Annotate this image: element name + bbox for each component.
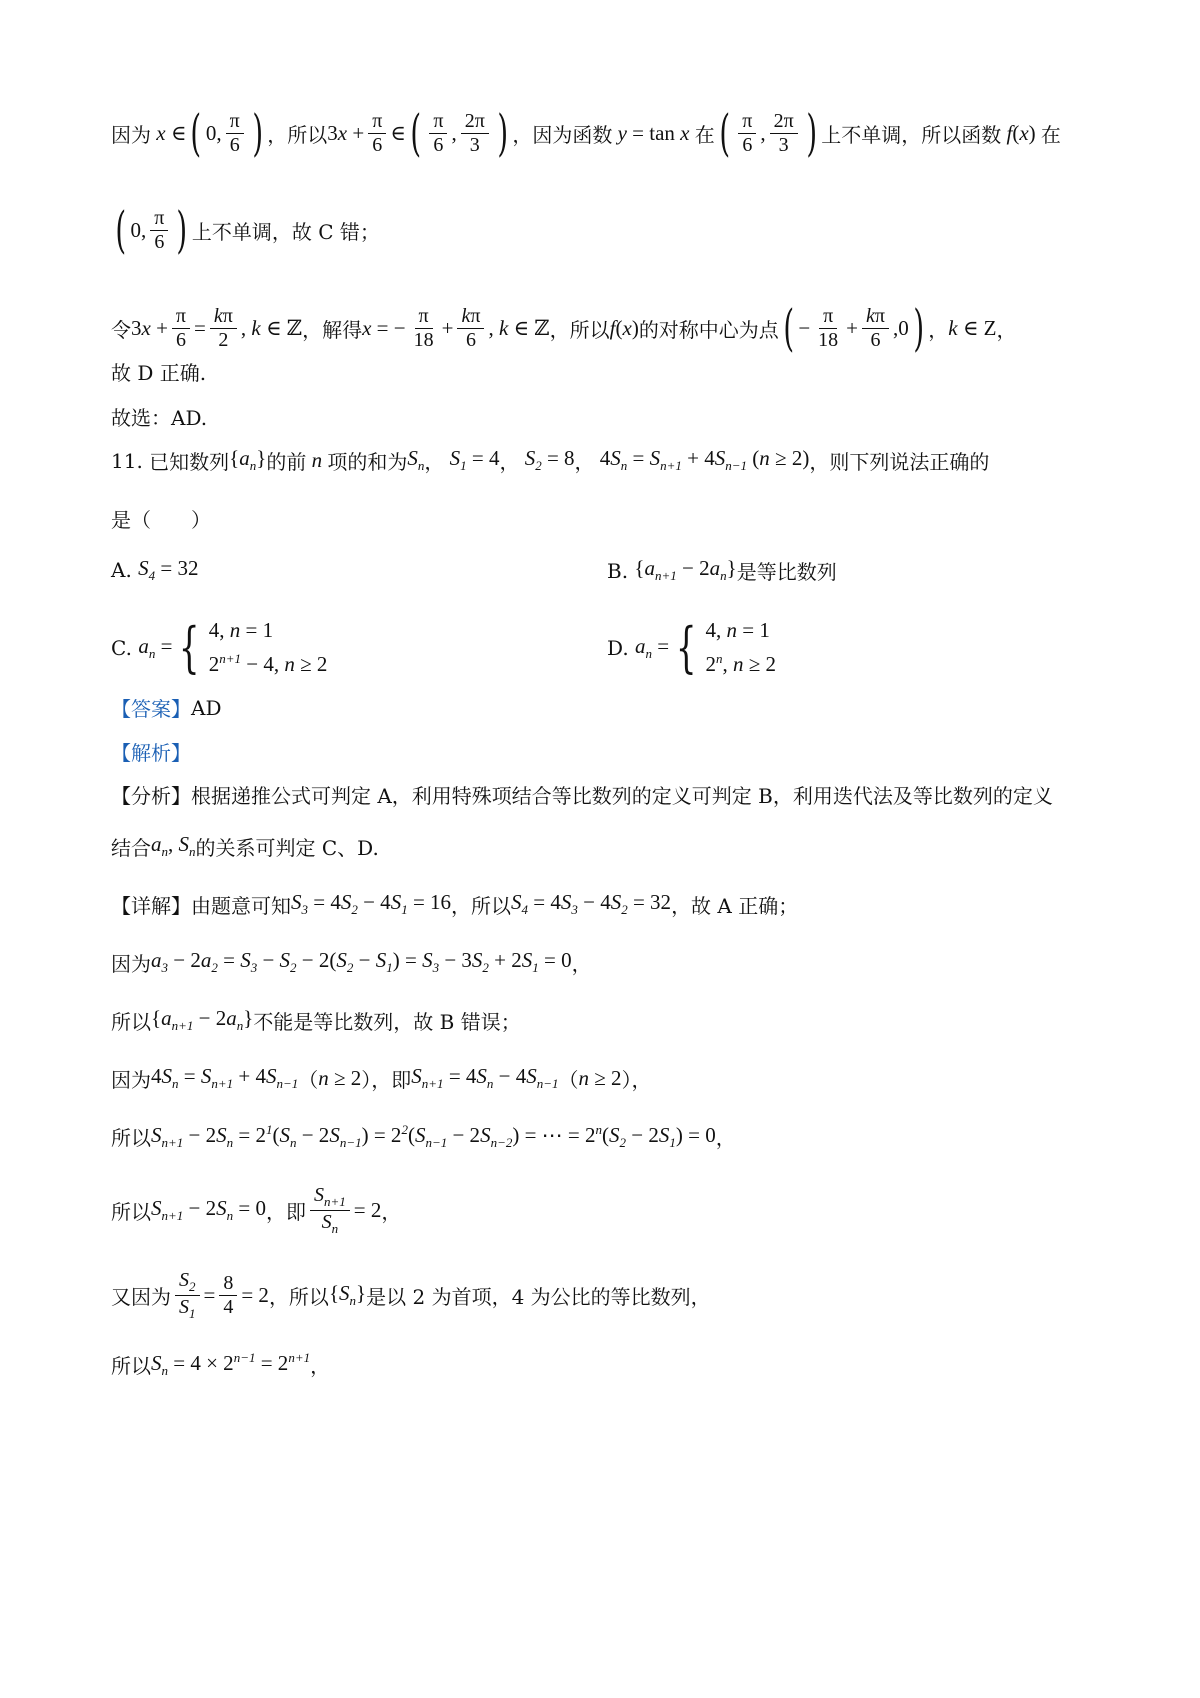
option-d: D. $a_n$ = { 4, n = 1 2$^n$, n ≥ 2 [607, 615, 777, 679]
option-c: C. $a_n$ = { 4, n = 1 $2^{n+1} - 4$, n ≥ 2 [111, 615, 328, 679]
line-4: 故 D 正确. [111, 361, 207, 385]
detail-line-4: 因为 $4S_n = S_{n+1} + 4S_{n-1}$ （ n ≥ 2 ），即 $S_{n+1} = 4S_n - 4S_{n-1}$ （ n ≥ 2 ）， [111, 1064, 652, 1092]
option-a: A. $S_4 = 32$ [111, 556, 199, 584]
line-3: 令 3x + $\frac{\pi}{6}$ = $\frac{k\pi}{2}$ , k ∈ ℤ ，解得 x = − $\frac{\pi}{18}$ + $\frac{k\pi}{6}$ , k ∈ ℤ ，所以 f(x) 的对称中心为点 ( − $\frac{\pi}{18}$ + $\frac{k\pi}{6}$ ,0 ) ， k ∈ Z ， [111, 299, 1017, 357]
answer-line: 【答案】 AD [111, 695, 222, 721]
detail-line-8: 所以 $S_n = 4 \times 2^{n-1} = 2^{n+1}$ ， [111, 1350, 331, 1379]
option-b: B. $\{a_{n+1} - 2a_n\}$ 是等比数列 [607, 556, 837, 584]
detail-line-7: 又因为 $\frac{S_2}{S_1}$ = $\frac{8}{4}$ = 2 ，所以 $\{S_n\}$ 是以 2 为首项，4 为公比的等比数列， [111, 1269, 711, 1321]
detail-line-5: 所以 $S_{n+1} - 2S_n = 2^1(S_n - 2S_{n-1}) = 2^2(S_{n-1} - 2S_{n-2})$ = ⋯ = $2^n(S_2 - 2S_1) = 0$ ， [111, 1122, 736, 1151]
question-11-cont: 是（ ） [111, 508, 211, 532]
detail-line-3: 所以 $\{a_{n+1} - 2a_n\}$ 不能是等比数列，故 B 错误； [111, 1006, 521, 1034]
detail-line-1: 【详解】 由题意可知 $S_3 = 4S_2 - 4S_1 = 16$ ，所以 $S_4 = 4S_3 - 4S_2 = 32$ ，故 A 正确； [111, 890, 799, 918]
line-2: ( 0, $\frac{\pi}{6}$ ) 上不单调，故 C 错； [115, 201, 380, 259]
line-1: 因为 x ∈ ( 0, $\frac{\pi}{6}$ ) ，所以 3x + $\frac{\pi}{6}$ ∈ ( $\frac{\pi}{6}$ , $\frac{2\pi}{3}$ ) ，因为函数 y = tan x 在 ( $\frac{\pi}{6}$ , $\frac{2\pi}{3}$ ) 上不单调，所以函数 f(x) 在 [111, 104, 1061, 162]
detail-line-2: 因为 $a_3 - 2a_2 = S_3 - S_2 - 2(S_2 - S_1) = S_3 - 3S_2 + 2S_1 = 0$ ， [111, 948, 592, 976]
detail-line-6: 所以 $S_{n+1} - 2S_n = 0$ ，即 $\frac{S_{n+1}}{S_n}$ = 2 ， [111, 1184, 402, 1236]
analysis-heading: 【解析】 [111, 741, 191, 765]
analysis-summary-cont: 结合 $a_n$, $S_n$ 的关系可判定 C、D. [111, 832, 379, 860]
line-5: 故选：AD. [111, 406, 208, 430]
question-11: 11. 已知数列 $\{a_n\}$ 的前 n 项的和为 $S_n$ ， $S_1 = 4$ ， $S_2 = 8$ ， $4S_n = S_{n+1} + 4S_{n-1}$ (n ≥ 2) ，则下列说法正确的 [111, 446, 990, 474]
analysis-summary: 【分析】 根据递推公式可判定 A，利用特殊项结合等比数列的定义可判定 B，利用迭代法及等比数列的定义 [111, 784, 1053, 808]
